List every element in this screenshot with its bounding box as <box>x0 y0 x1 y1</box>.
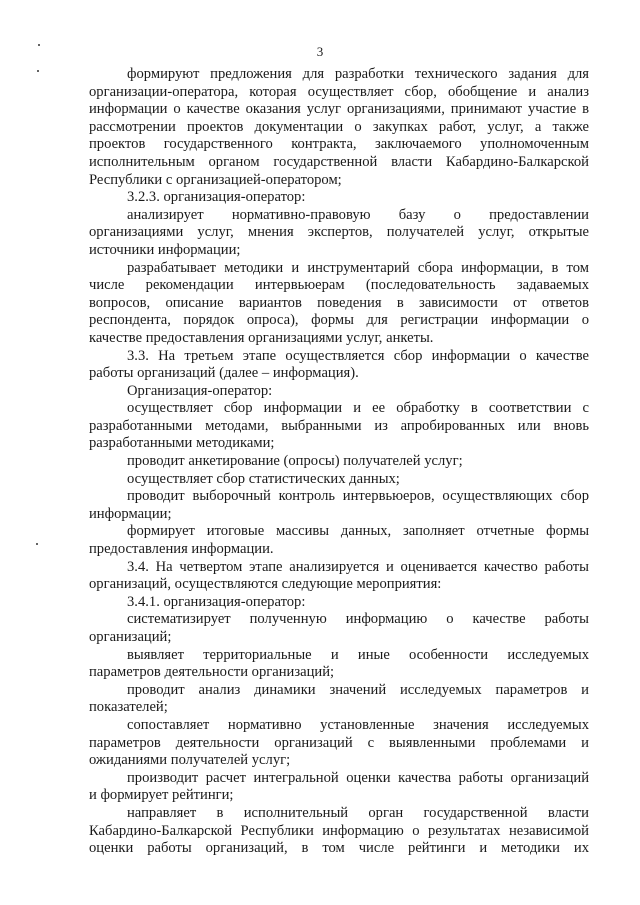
text-line: Кабардино-Балкарской Республики информацию о результатах независимой <box>89 822 589 839</box>
text-line: организации-оператора, которая осуществляет сбор, обобщение и анализ <box>89 83 589 100</box>
text-line: проводит анализ динамики значений исследуемых параметров и <box>127 681 589 698</box>
text-line: Республики с организацией-оператором; <box>89 171 342 188</box>
text-line: 3.2.3. организация-оператор: <box>127 189 306 206</box>
text-line: формируют предложения для разработки технического задания для <box>127 66 589 82</box>
text-line: параметров деятельности организаций с выявленными проблемами и <box>89 734 589 751</box>
text-line: сопоставляет нормативно установленные значения исследуемых <box>127 716 589 733</box>
text-line: проводит анкетирование (опросы) получателей услуг; <box>127 453 463 470</box>
text-line: респондента, порядок опроса), формы для регистрации информации о <box>89 312 589 329</box>
text-line: вопросов, описание вариантов поведения в зависимости от ответов <box>89 294 589 311</box>
text-line: осуществляет сбор статистических данных; <box>127 470 400 487</box>
text-line: проводит выборочный контроль интервьюеров, осуществляющих сбор <box>127 488 589 505</box>
text-line: организациями услуг, мнения экспертов, получателей услуг, открытые <box>89 224 589 241</box>
text-line: организаций, осуществляются следующие мероприятия: <box>89 576 442 593</box>
text-line: организаций; <box>89 629 172 645</box>
text-line: направляет в исполнительный орган государственной власти <box>127 804 589 821</box>
text-line: информации о качестве оказания услуг организациями, принимают участие в <box>89 101 589 118</box>
text-line: качестве предоставления организациями услуг, анкеты. <box>89 329 434 346</box>
text-line: ожиданиями получателей услуг; <box>89 752 291 769</box>
text-line: показателей; <box>89 699 168 716</box>
text-line: и формирует рейтинги; <box>89 787 234 804</box>
text-line: параметров деятельности организаций; <box>89 664 335 681</box>
text-line: проектов государственного контракта, заключаемого уполномоченным <box>89 136 589 153</box>
text-line: систематизирует полученную информацию о качестве работы <box>127 611 589 628</box>
page-number: 3 <box>316 44 324 59</box>
text-line: 3.4. На четвертом этапе анализируется и оценивается качество работы <box>127 558 589 575</box>
text-line: формирует итоговые массивы данных, заполняет отчетные формы <box>127 523 589 540</box>
text-line: осуществляет сбор информации и ее обработку в соответствии с <box>127 400 589 417</box>
text-line: производит расчет интегральной оценки качества работы организаций <box>127 769 589 786</box>
text-line: рассмотрении проектов документации о закупках работ, услуг, а также <box>89 118 589 135</box>
document-body-text <box>89 66 589 858</box>
text-line: числе рекомендации интервьюерам (последовательность задаваемых <box>89 277 589 294</box>
text-line: работы организаций (далее – информация). <box>89 365 359 382</box>
text-line: Организация-оператор: <box>127 382 273 399</box>
text-line: исполнительным органом государственной власти Кабардино-Балкарской <box>89 153 589 170</box>
text-line: выявляет территориальные и иные особенности исследуемых <box>127 646 589 663</box>
text-line: оценки работы организаций, в том числе рейтинги и методики их <box>89 840 589 857</box>
text-line: информации; <box>89 505 172 522</box>
text-line: источники информации; <box>89 241 241 258</box>
text-line: 3.4.1. организация-оператор: <box>127 593 306 610</box>
text-line: предоставления информации. <box>89 541 274 558</box>
scan-speck <box>38 44 40 46</box>
scan-speck <box>36 543 38 545</box>
text-line: анализирует нормативно-правовую базу о предоставлении <box>127 206 589 223</box>
text-line: разработанными методиками; <box>89 435 275 452</box>
text-line: разработанными методами, выбранными из апробированных или вновь <box>89 417 589 434</box>
text-line: 3.3. На третьем этапе осуществляется сбор информации о качестве <box>127 347 589 364</box>
text-line: разрабатывает методики и инструментарий сбора информации, в том <box>127 259 589 276</box>
scan-speck <box>37 70 39 72</box>
